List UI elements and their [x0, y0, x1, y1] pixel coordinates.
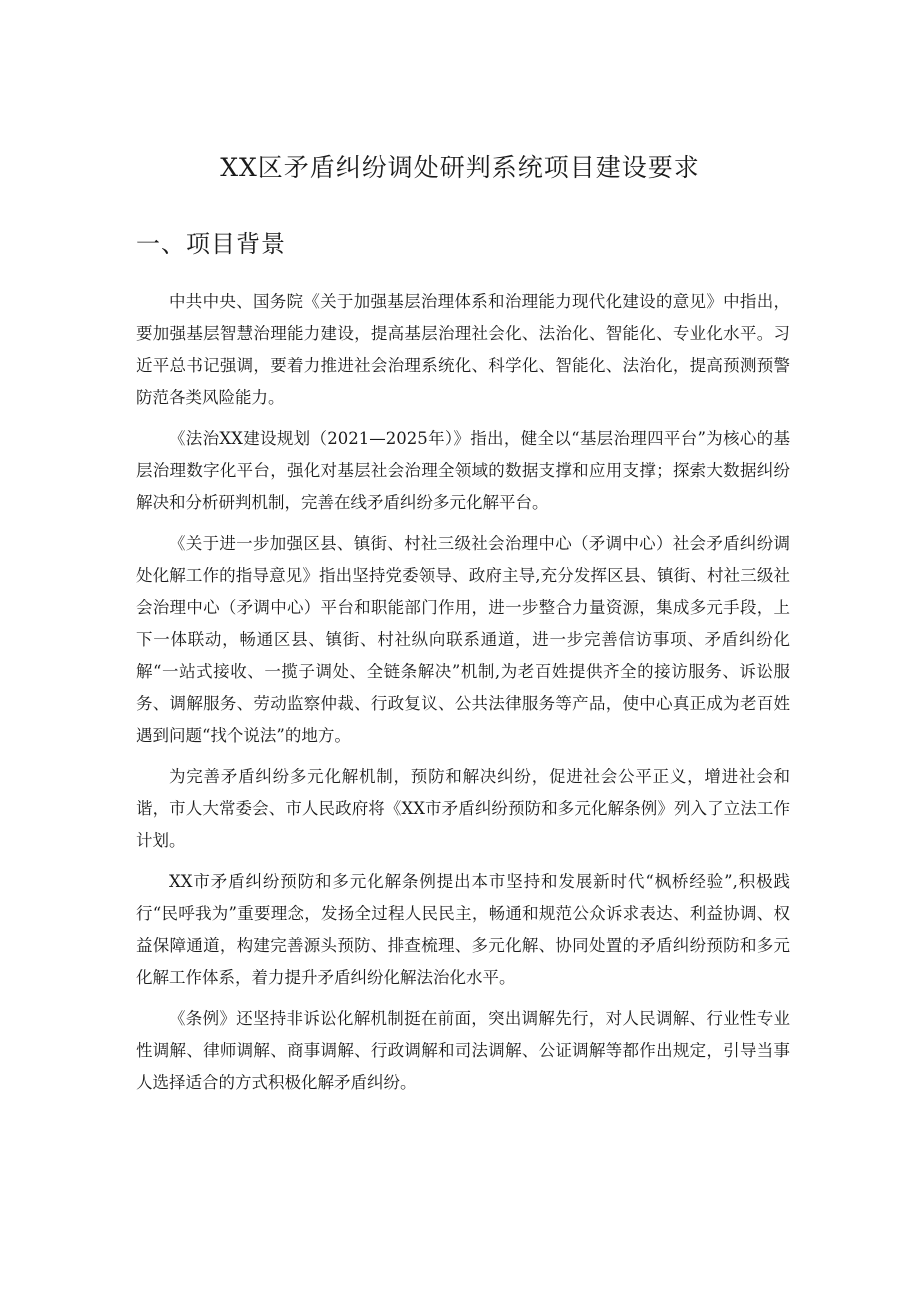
paragraph: 《条例》还坚持非诉讼化解机制挺在前面，突出调解先行，对人民调解、行业性专业性调解、律师调解、商事调解、行政调解和司法调解、公证调解等都作出规定，引导当事人选择适合的方式积极化解矛盾纠纷。 [136, 1009, 790, 1092]
paragraph: 《关于进一步加强区县、镇街、村社三级社会治理中心（矛调中心）社会矛盾纠纷调处化解工作的指导意见》指出坚持党委领导、政府主导,充分发挥区县、镇街、村社三级社会治理中心（矛调中心）平台和职能部门作用，进一步整合力量资源，集成多元手段，上下一体联动，畅通区县、镇街、村社纵向联系通道，进一步完善信访事项、矛盾纠纷化解“一站式接收、一揽子调处、全链条解决”机制,为老百姓提供齐全的接访服务、诉讼服务、调解服务、劳动监察仲裁、行政复议、公共法律服务等产品，使中心真正成为老百姓遇到问题“找个说法”的地方。 [136, 534, 790, 745]
section-body [136, 286, 790, 1108]
document-title: XX区矛盾纠纷调处研判系统项目建设要求 [220, 153, 700, 182]
paragraph: XX市矛盾纠纷预防和多元化解条例提出本市坚持和发展新时代“枫桥经验”,积极践行“民呼我为”重要理念，发扬全过程人民民主，畅通和规范公众诉求表达、利益协调、权益保障通道，构建完善源头预防、排查梳理、多元化解、协同处置的矛盾纠纷预防和多元化解工作体系，着力提升矛盾纠纷化解法治化水平。 [136, 872, 790, 987]
paragraph: 为完善矛盾纠纷多元化解机制，预防和解决纠纷，促进社会公平正义，增进社会和谐，市人大常委会、市人民政府将《XX市矛盾纠纷预防和多元化解条例》列入了立法工作计划。 [136, 767, 790, 850]
paragraph: 《法治XX建设规划（2021—2025年）》指出，健全以“基层治理四平台”为核心的基层治理数字化平台，强化对基层社会治理全领域的数据支撑和应用支撑；探索大数据纠纷解决和分析研判机制，完善在线矛盾纠纷多元化解平台。 [136, 429, 790, 512]
section-heading-background: 一、项目背景 [136, 230, 286, 258]
paragraph: 中共中央、国务院《关于加强基层治理体系和治理能力现代化建设的意见》中指出，要加强基层智慧治理能力建设，提高基层治理社会化、法治化、智能化、专业化水平。习近平总书记强调，要着力推进社会治理系统化、科学化、智能化、法治化，提高预测预警防范各类风险能力。 [136, 292, 790, 407]
